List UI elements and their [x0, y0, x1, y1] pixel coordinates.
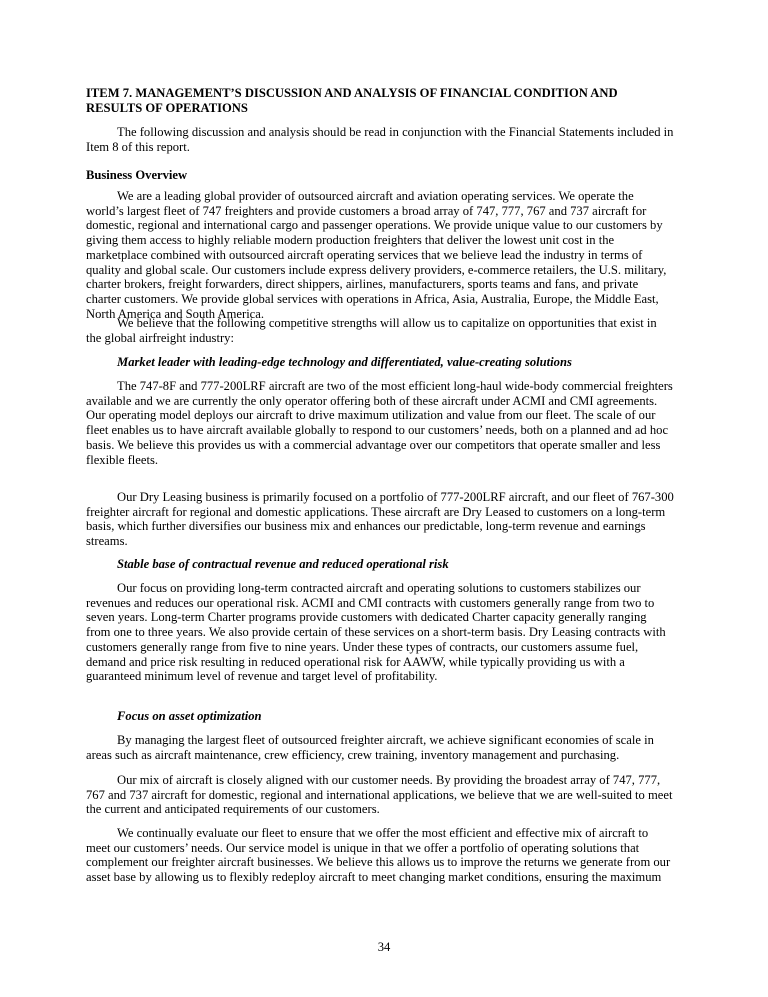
- text-line: charter brokers, freight forwarders, direct shippers, airlines, manufacturers, sports teams and fans, and private: [86, 277, 639, 292]
- text-line: world’s largest fleet of 747 freighters and provide customers a broad array of 747, 777, 767 and 737 aircraft for: [86, 203, 647, 218]
- subsection-heading: [86, 709, 686, 724]
- text-line: ITEM 7. MANAGEMENT’S DISCUSSION AND ANALYSIS OF FINANCIAL CONDITION AND: [86, 86, 618, 100]
- text-line: Our operating model deploys our aircraft to drive maximum utilization and value from our fleet. The scale of our: [86, 408, 656, 423]
- text-line: The 747-8F and 777-200LRF aircraft are two of the most efficient long-haul wide-body commercial freighters: [117, 379, 673, 393]
- text-line: fleet enables us to have aircraft available globally to respond to our customers’ needs, both on a planned and ad hoc: [86, 423, 669, 438]
- text-line: revenues and reduces our operational risk. ACMI and CMI contracts with customers generally range from two to: [86, 595, 655, 610]
- text-line: asset base by allowing us to flexibly redeploy aircraft to meet changing market conditions, ensuring the maximum: [86, 870, 662, 885]
- text-line: guaranteed minimum level of revenue and target level of profitability.: [86, 669, 438, 684]
- text-line: marketplace combined with outsourced aircraft operating services that we believe lead the industry in terms of: [86, 247, 643, 262]
- text-line: The following discussion and analysis should be read in conjunction with the Financial Statements included in: [117, 125, 674, 139]
- text-line: areas such as aircraft maintenance, crew efficiency, crew training, inventory management and purchasing.: [86, 747, 620, 762]
- text-line: giving them access to highly reliable modern production freighters that deliver the lowest unit cost in the: [86, 233, 615, 248]
- text-line: flexible fleets.: [86, 452, 159, 467]
- text-line: We are a leading global provider of outsourced aircraft and aviation operating services. We operate the: [117, 189, 634, 203]
- paragraph: [86, 125, 686, 154]
- text-line: By managing the largest fleet of outsourced freighter aircraft, we achieve significant economies of scale in: [117, 733, 654, 747]
- text-line: basis. We believe this provides us with a commercial advantage over our competitors that operate smaller and less: [86, 437, 661, 452]
- text-line: complement our freighter aircraft businesses. We believe this allows us to improve the returns we generate from our: [86, 855, 671, 870]
- text-line: North America and South America.: [86, 306, 265, 321]
- text-line: Market leader with leading-edge technology and differentiated, value-creating solutions: [117, 355, 572, 369]
- text-line: available and we are currently the only operator offering both of these aircraft under ACMI and CMI agreements.: [86, 393, 658, 408]
- text-line: Focus on asset optimization: [117, 709, 262, 723]
- text-line: basis, which further diversifies our business mix and enhances our predictable, long-term revenue and earnings: [86, 519, 646, 534]
- section-heading: [86, 168, 686, 183]
- text-line: freighter aircraft for regional and domestic applications. These aircraft are Dry Leased to customers on a long-term: [86, 504, 666, 519]
- paragraph: [86, 826, 686, 885]
- text-line: We continually evaluate our fleet to ensure that we offer the most efficient and effective mix of aircraft to: [117, 826, 649, 840]
- text-line: customers generally range from five to nine years. Under these types of contracts, our customers assume fuel,: [86, 639, 639, 654]
- text-line: Our Dry Leasing business is primarily focused on a portfolio of 777-200LRF aircraft, and our fleet of 767-300: [117, 490, 674, 504]
- text-line: Business Overview: [86, 168, 188, 182]
- text-line: the current and anticipated requirements of our customers.: [86, 802, 380, 817]
- section-heading: [86, 86, 686, 115]
- text-line: charter customers. We provide global services with operations in Africa, Asia, Australia, Europe, the Middle East,: [86, 291, 659, 306]
- text-line: from one to three years. We also provide certain of these services on a short-term basis. Dry Leasing contracts with: [86, 625, 666, 640]
- text-line: Our focus on providing long-term contracted aircraft and operating solutions to customers stabilizes our: [117, 581, 641, 595]
- text-line: Item 8 of this report.: [86, 139, 190, 154]
- paragraph: [86, 189, 686, 321]
- paragraph: [86, 490, 686, 549]
- text-line: quality and global scale. Our customers include express delivery providers, e-commerce retailers, the U.S. military,: [86, 262, 667, 277]
- text-line: RESULTS OF OPERATIONS: [86, 100, 248, 115]
- text-line: the global airfreight industry:: [86, 330, 234, 345]
- paragraph: [86, 733, 686, 762]
- paragraph: [86, 316, 686, 345]
- text-line: Our mix of aircraft is closely aligned with our customer needs. By providing the broadest array of 747, 777,: [117, 773, 661, 787]
- text-line: streams.: [86, 534, 128, 549]
- paragraph: [86, 773, 686, 817]
- text-line: demand and price risk resulting in reduced operational risk for AAWW, while typically providing us with a: [86, 654, 625, 669]
- text-line: 767 and 737 aircraft for domestic, regional and international applications, we believe that we are well-suited to meet: [86, 787, 673, 802]
- paragraph: [86, 379, 686, 467]
- paragraph: [86, 581, 686, 684]
- text-line: meet our customers’ needs. Our service model is unique in that we offer a portfolio of operating solutions that: [86, 840, 640, 855]
- subsection-heading: [86, 355, 686, 370]
- subsection-heading: [86, 557, 686, 572]
- text-line: seven years. Long-term Charter programs provide customers with dedicated Charter capacity generally ranging: [86, 610, 647, 625]
- page-number: 34: [377, 940, 391, 954]
- text-line: We believe that the following competitive strengths will allow us to capitalize on opportunities that exist in: [117, 316, 657, 330]
- text-line: domestic, regional and international cargo and passenger operations. We provide unique value to our customers by: [86, 218, 663, 233]
- text-line: Stable base of contractual revenue and reduced operational risk: [117, 557, 449, 571]
